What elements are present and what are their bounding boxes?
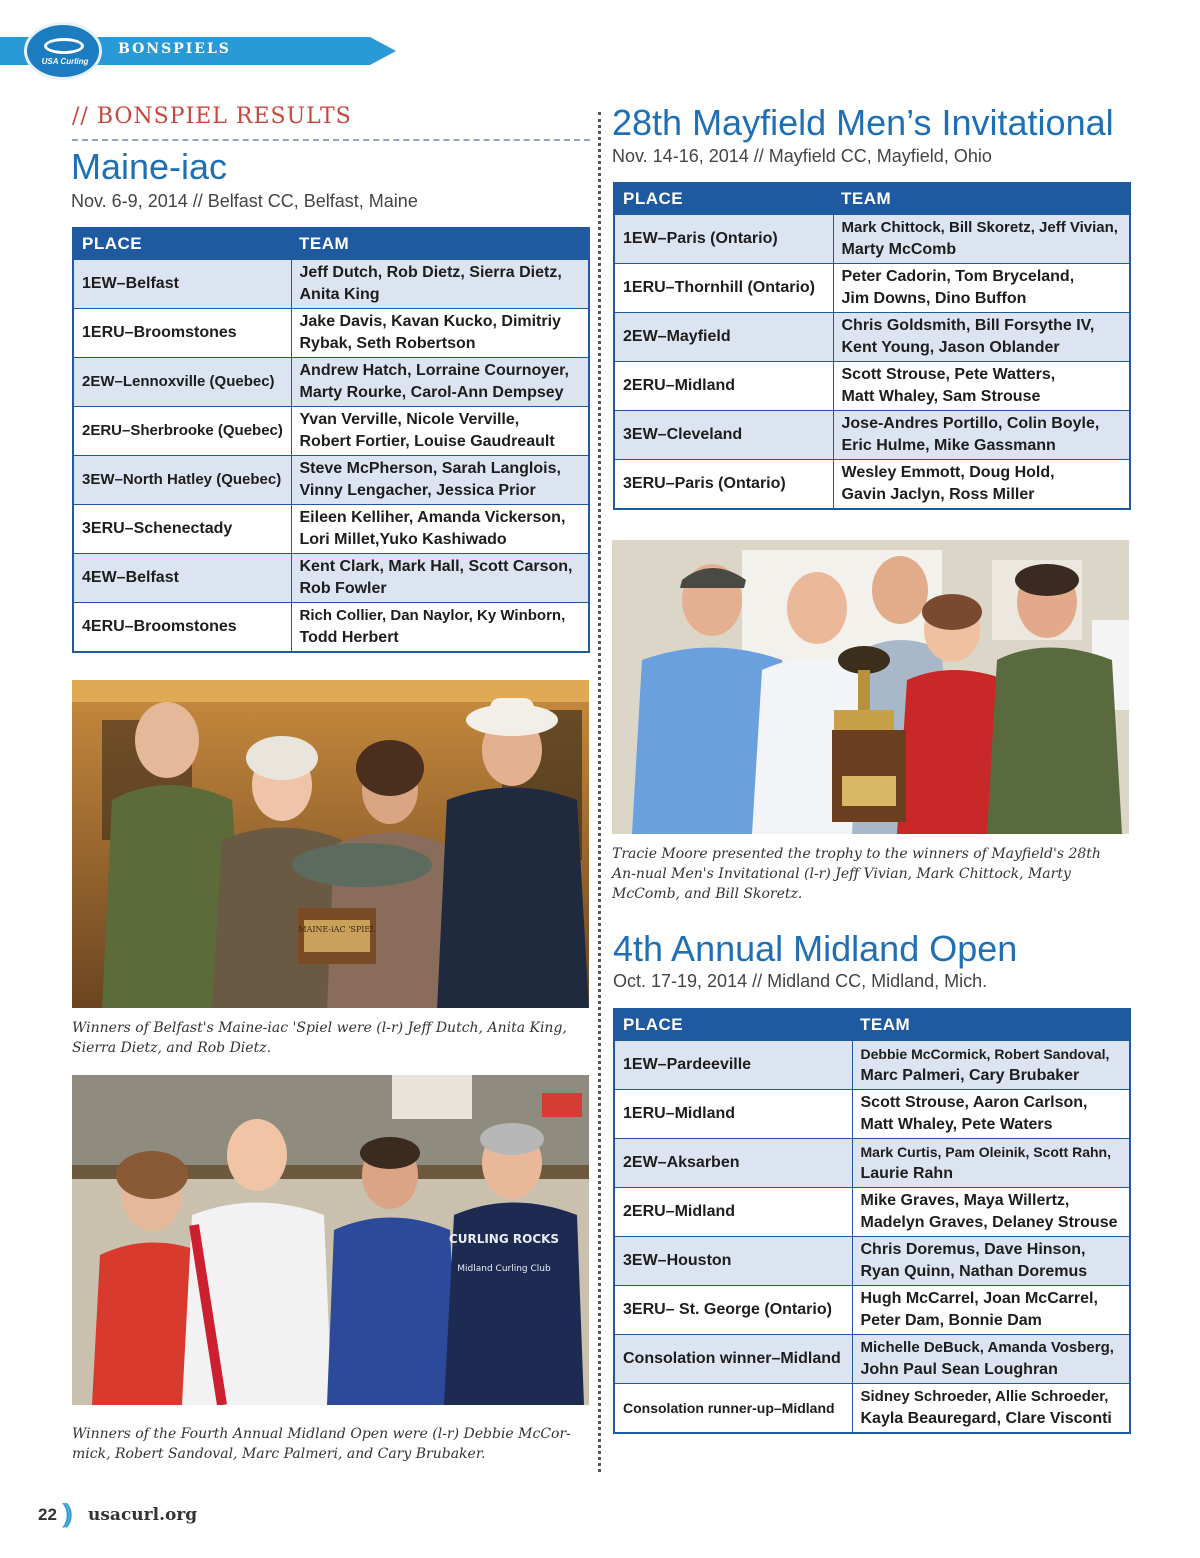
team-line: Wesley Emmott, Doug Hold, xyxy=(841,464,1055,481)
table-row xyxy=(73,554,589,603)
team-cell xyxy=(833,460,1130,510)
team-line: Rich Collier, Dan Naylor, Ky Winborn, xyxy=(299,607,566,624)
team-line: Laurie Rahn xyxy=(860,1165,953,1182)
team-line: Lori Millet,Yuko Kashiwado xyxy=(299,531,507,548)
team-cell xyxy=(852,1237,1130,1286)
team-line: Jim Downs, Dino Buffon xyxy=(841,290,1027,307)
team-line: Rybak, Seth Robertson xyxy=(299,335,476,352)
sweatshirt-text-club: Midland Curling Club xyxy=(457,1264,551,1274)
results-table-midland xyxy=(613,1008,1131,1434)
team-line: Ryan Quinn, Nathan Doremus xyxy=(860,1263,1088,1280)
team-cell xyxy=(291,358,589,407)
place-cell: 2EW–Aksarben xyxy=(614,1139,852,1188)
place-cell: 1EW–Paris (Ontario) xyxy=(614,215,833,264)
team-line: Marc Palmeri, Cary Brubaker xyxy=(860,1067,1080,1084)
team-line: Vinny Lengacher, Jessica Prior xyxy=(299,482,536,499)
table-row xyxy=(614,1286,1130,1335)
footer-url[interactable]: usacurl.org xyxy=(88,1505,198,1525)
event-title-mayfield: 28th Mayfield Men’s Invitational xyxy=(612,102,1114,143)
place-cell: 3EW–Houston xyxy=(614,1237,852,1286)
team-cell xyxy=(833,411,1130,460)
team-line: Steve McPherson, Sarah Langlois, xyxy=(299,460,561,477)
table-row xyxy=(614,1237,1130,1286)
team-line: Jake Davis, Kavan Kucko, Dimitriy xyxy=(299,313,561,330)
table-row xyxy=(614,264,1130,313)
table-row xyxy=(73,407,589,456)
team-line: Hugh McCarrel, Joan McCarrel, xyxy=(860,1290,1098,1307)
table-row xyxy=(73,505,589,554)
place-cell: 1EW–Belfast xyxy=(73,260,291,309)
column-header-place: PLACE xyxy=(73,228,291,260)
table-row xyxy=(614,1041,1130,1090)
table-row xyxy=(614,1384,1130,1434)
team-line: Kent Clark, Mark Hall, Scott Carson, xyxy=(299,558,573,575)
team-cell xyxy=(852,1335,1130,1384)
team-line: Kayla Beauregard, Clare Visconti xyxy=(860,1410,1112,1427)
place-cell: 3ERU– St. George (Ontario) xyxy=(614,1286,852,1335)
table-row xyxy=(614,1188,1130,1237)
team-cell xyxy=(833,264,1130,313)
team-line: Mike Graves, Maya Willertz, xyxy=(860,1192,1070,1209)
table-row xyxy=(614,362,1130,411)
table-row xyxy=(614,313,1130,362)
event-subtitle-midland: Oct. 17-19, 2014 // Midland CC, Midland, Mich. xyxy=(613,971,988,991)
mayfield-photo-caption: Tracie Moore presented the trophy to the winners of Mayfield's 28th An-nual Men's Invitational (l-r) Jeff Vivian, Mark Chittock, Marty McComb, and Bill Skoretz. xyxy=(612,846,1101,902)
place-cell: 2ERU–Sherbrooke (Quebec) xyxy=(73,407,291,456)
column-header-team: TEAM xyxy=(291,228,589,260)
team-cell xyxy=(291,505,589,554)
team-line: John Paul Sean Loughran xyxy=(860,1361,1058,1378)
table-row xyxy=(614,460,1130,510)
team-line: Robert Fortier, Louise Gaudreault xyxy=(299,433,555,450)
team-cell xyxy=(291,603,589,653)
photo-illustration xyxy=(72,1075,589,1405)
event-title-maineiac: Maine-iac xyxy=(71,146,228,187)
team-line: Rob Fowler xyxy=(299,580,387,597)
team-line: Andrew Hatch, Lorraine Cournoyer, xyxy=(299,362,569,379)
team-cell xyxy=(291,456,589,505)
place-cell: 3EW–Cleveland xyxy=(614,411,833,460)
team-cell xyxy=(852,1384,1130,1434)
place-cell: 3ERU–Schenectady xyxy=(73,505,291,554)
table-row xyxy=(614,1090,1130,1139)
column-header-team: TEAM xyxy=(833,183,1130,215)
results-table-maineiac xyxy=(72,227,590,653)
team-cell xyxy=(291,554,589,603)
photo-illustration xyxy=(612,540,1129,834)
team-line: Madelyn Graves, Delaney Strouse xyxy=(860,1214,1118,1231)
place-cell: 2EW–Lennoxville (Quebec) xyxy=(73,358,291,407)
team-line: Kent Young, Jason Oblander xyxy=(841,339,1060,356)
dashed-divider xyxy=(72,139,590,141)
team-cell xyxy=(291,260,589,309)
table-row xyxy=(614,215,1130,264)
place-cell: 2ERU–Midland xyxy=(614,362,833,411)
team-line: Yvan Verville, Nicole Verville, xyxy=(299,411,520,428)
place-cell: Consolation runner-up–Midland xyxy=(614,1384,852,1434)
team-line: Matt Whaley, Pete Waters xyxy=(860,1116,1053,1133)
team-cell xyxy=(291,309,589,358)
team-line: Chris Doremus, Dave Hinson, xyxy=(860,1241,1086,1258)
place-cell: 4ERU–Broomstones xyxy=(73,603,291,653)
ribbon-arrow xyxy=(370,37,396,65)
place-cell: 1ERU–Midland xyxy=(614,1090,852,1139)
event-title-midland: 4th Annual Midland Open xyxy=(613,928,1018,969)
team-line: Scott Strouse, Pete Watters, xyxy=(841,366,1056,383)
table-row xyxy=(73,456,589,505)
team-line: Anita King xyxy=(299,286,380,303)
page-number: 22 xyxy=(38,1505,57,1524)
column-header-place: PLACE xyxy=(614,183,833,215)
place-cell: 2EW–Mayfield xyxy=(614,313,833,362)
event-subtitle-mayfield: Nov. 14-16, 2014 // Mayfield CC, Mayfield, Ohio xyxy=(612,146,992,166)
table-row xyxy=(73,260,589,309)
team-line: Jose-Andres Portillo, Colin Boyle, xyxy=(841,415,1100,432)
team-line: Sidney Schroeder, Allie Schroeder, xyxy=(860,1388,1109,1405)
sweatshirt-text: CURLING ROCKS xyxy=(448,1232,560,1246)
place-cell: 4EW–Belfast xyxy=(73,554,291,603)
team-cell xyxy=(852,1188,1130,1237)
team-line: Eileen Kelliher, Amanda Vickerson, xyxy=(299,509,566,526)
event-subtitle-maineiac: Nov. 6-9, 2014 // Belfast CC, Belfast, Maine xyxy=(71,191,418,211)
table-row xyxy=(614,1139,1130,1188)
team-line: Eric Hulme, Mike Gassmann xyxy=(841,437,1056,454)
photo-illustration xyxy=(72,680,589,1008)
column-header-team: TEAM xyxy=(852,1009,1130,1041)
midland-photo-caption: Winners of the Fourth Annual Midland Open were (l-r) Debbie McCor-mick, Robert Sandoval, Marc Palmeri, and Cary Brubaker. xyxy=(72,1426,571,1462)
team-line: Chris Goldsmith, Bill Forsythe IV, xyxy=(841,317,1095,334)
column-header-place: PLACE xyxy=(614,1009,852,1041)
team-line: Michelle DeBuck, Amanda Vosberg, xyxy=(860,1339,1114,1356)
team-line: Matt Whaley, Sam Strouse xyxy=(841,388,1041,405)
team-cell xyxy=(833,215,1130,264)
team-cell xyxy=(833,362,1130,411)
logo-text: USA Curling xyxy=(41,57,89,66)
trophy-plaque-text: MAINE-iAC 'SPIEL xyxy=(298,925,376,934)
place-cell: Consolation winner–Midland xyxy=(614,1335,852,1384)
place-cell: 1ERU–Broomstones xyxy=(73,309,291,358)
team-cell xyxy=(852,1041,1130,1090)
team-line: Peter Cadorin, Tom Bryceland, xyxy=(841,268,1075,285)
team-line: Marty Rourke, Carol-Ann Dempsey xyxy=(299,384,564,401)
team-line: Gavin Jaclyn, Ross Miller xyxy=(841,486,1035,503)
table-row xyxy=(73,309,589,358)
maineiac-photo-caption: Winners of Belfast's Maine-iac 'Spiel were (l-r) Jeff Dutch, Anita King, Sierra Dietz, and Rob Dietz. xyxy=(72,1020,567,1056)
team-cell xyxy=(852,1139,1130,1188)
place-cell: 3EW–North Hatley (Quebec) xyxy=(73,456,291,505)
table-row xyxy=(73,358,589,407)
team-line: Todd Herbert xyxy=(299,629,399,646)
team-line: Jeff Dutch, Rob Dietz, Sierra Dietz, xyxy=(299,264,562,281)
team-line: Marty McComb xyxy=(841,241,957,258)
mayfield-winners-photo xyxy=(612,540,1129,834)
place-cell: 3ERU–Paris (Ontario) xyxy=(614,460,833,510)
team-line: Scott Strouse, Aaron Carlson, xyxy=(860,1094,1088,1111)
team-cell xyxy=(852,1286,1130,1335)
table-row xyxy=(73,603,589,653)
results-table-mayfield xyxy=(613,182,1131,510)
table-row xyxy=(614,411,1130,460)
team-line: Debbie McCormick, Robert Sandoval, xyxy=(860,1046,1110,1062)
results-label: // BONSPIEL RESULTS xyxy=(72,104,352,129)
table-row xyxy=(614,1335,1130,1384)
section-name: BONSPIELS xyxy=(118,41,231,57)
footer-parens-icon: )) xyxy=(62,1498,68,1528)
team-line: Mark Chittock, Bill Skoretz, Jeff Vivian, xyxy=(841,219,1118,236)
team-cell xyxy=(852,1090,1130,1139)
place-cell: 1EW–Pardeeville xyxy=(614,1041,852,1090)
team-line: Peter Dam, Bonnie Dam xyxy=(860,1312,1042,1329)
place-cell: 2ERU–Midland xyxy=(614,1188,852,1237)
usa-curling-logo xyxy=(24,22,102,80)
team-line: Mark Curtis, Pam Oleinik, Scott Rahn, xyxy=(860,1144,1112,1160)
team-cell xyxy=(833,313,1130,362)
maineiac-winners-photo xyxy=(72,680,589,1008)
logo-swoosh-icon xyxy=(44,38,84,54)
midland-winners-photo xyxy=(72,1075,589,1405)
column-divider xyxy=(598,112,601,1472)
place-cell: 1ERU–Thornhill (Ontario) xyxy=(614,264,833,313)
team-cell xyxy=(291,407,589,456)
